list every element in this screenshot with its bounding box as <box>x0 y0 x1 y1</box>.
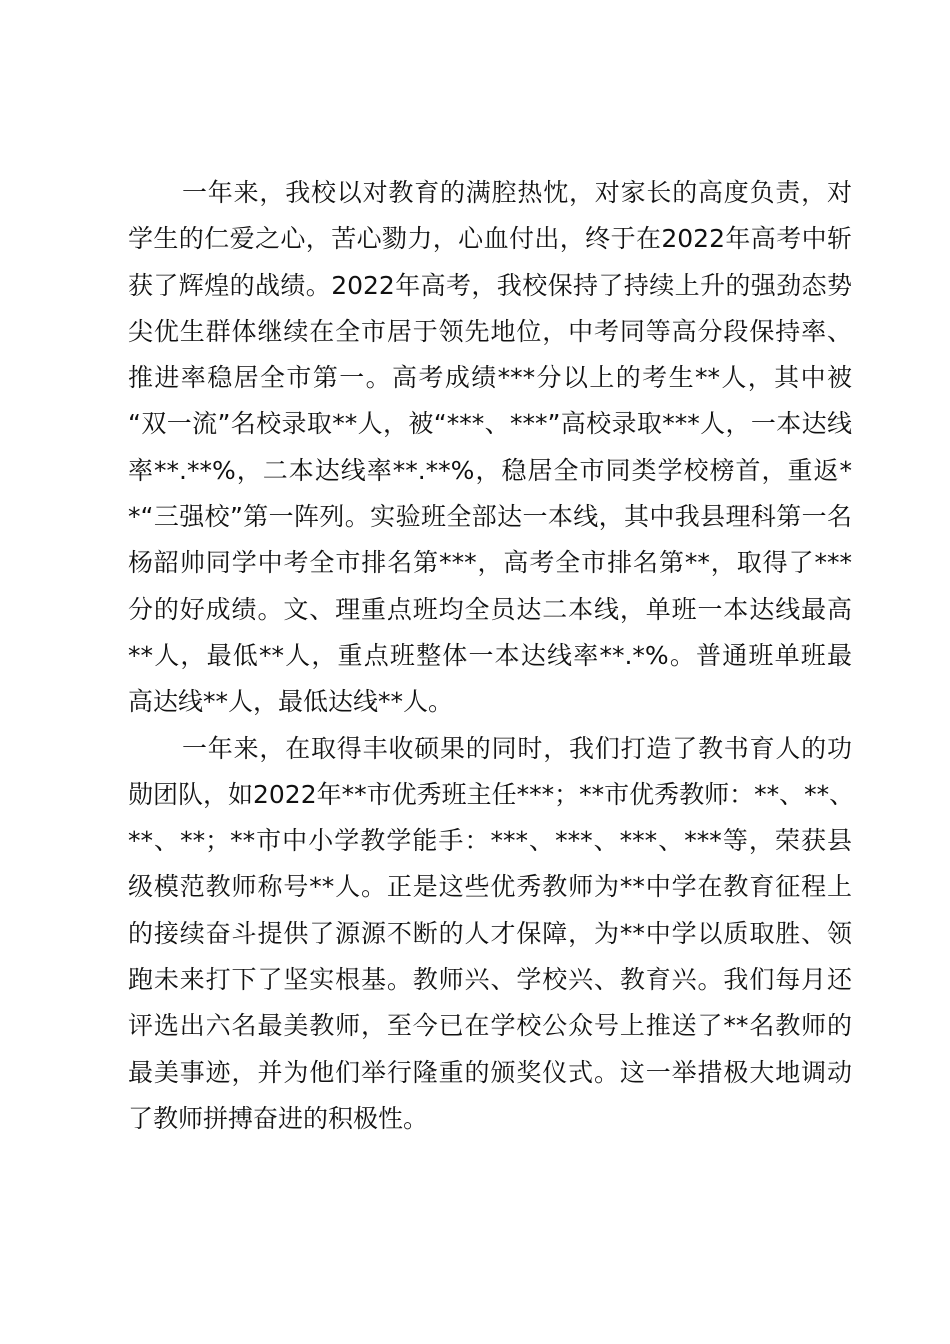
paragraph-1 <box>128 170 852 726</box>
text-line: 高达线**人，最低达线**人。 <box>128 687 454 717</box>
text-line: 一年来，我校以对教育的满腔热忱，对家长的高度负责，对 <box>182 178 852 207</box>
text-line: 杨韶帅同学中考全市排名第***，高考全市排名第**，取得了*** <box>128 548 852 578</box>
text-line: 勋团队，如2022年**市优秀班主任***；**市优秀教师：**、**、 <box>128 779 855 809</box>
paragraph-2 <box>128 726 855 1143</box>
document-body <box>128 170 855 1142</box>
text-line: 分的好成绩。文、理重点班均全员达二本线，单班一本达线最高 <box>128 594 852 624</box>
text-line: **、**；**市中小学教学能手：***、***、***、***等，荣获县 <box>128 826 852 856</box>
text-line: 学生的仁爱之心，苦心勠力，心血付出，终于在2022年高考中斩 <box>128 224 852 254</box>
text-line: 级模范教师称号**人。正是这些优秀教师为**中学在教育征程上 <box>128 872 852 902</box>
text-line: 跑未来打下了坚实根基。教师兴、学校兴、教育兴。我们每月还 <box>128 965 852 995</box>
text-line: 推进率稳居全市第一。高考成绩***分以上的考生**人，其中被 <box>128 363 852 393</box>
text-line: 率**.**%，二本达线率**.**%，稳居全市同类学校榜首，重返* <box>128 455 852 485</box>
text-line: 尖优生群体继续在全市居于领先地位，中考同等高分段保持率、 <box>128 316 852 346</box>
text-line: 最美事迹，并为他们举行隆重的颁奖仪式。这一举措极大地调动 <box>128 1057 852 1087</box>
text-line: 的接续奋斗提供了源源不断的人才保障，为**中学以质取胜、领 <box>128 918 852 948</box>
text-line: “双一流”名校录取**人，被“***、***”高校录取***人，一本达线 <box>128 409 852 439</box>
text-line: **人，最低**人，重点班整体一本达线率**.*%。普通班单班最 <box>128 640 852 670</box>
text-line: 获了辉煌的战绩。2022年高考，我校保持了持续上升的强劲态势 <box>128 270 852 300</box>
text-line: 一年来，在取得丰收硕果的同时，我们打造了教书育人的功 <box>182 733 852 763</box>
text-line: 了教师拼搏奋进的积极性。 <box>128 1103 429 1133</box>
text-line: 评选出六名最美教师，至今已在学校公众号上推送了**名教师的 <box>128 1011 852 1041</box>
text-line: *“三强校”第一阵列。实验班全部达一本线，其中我县理科第一名 <box>128 502 852 532</box>
